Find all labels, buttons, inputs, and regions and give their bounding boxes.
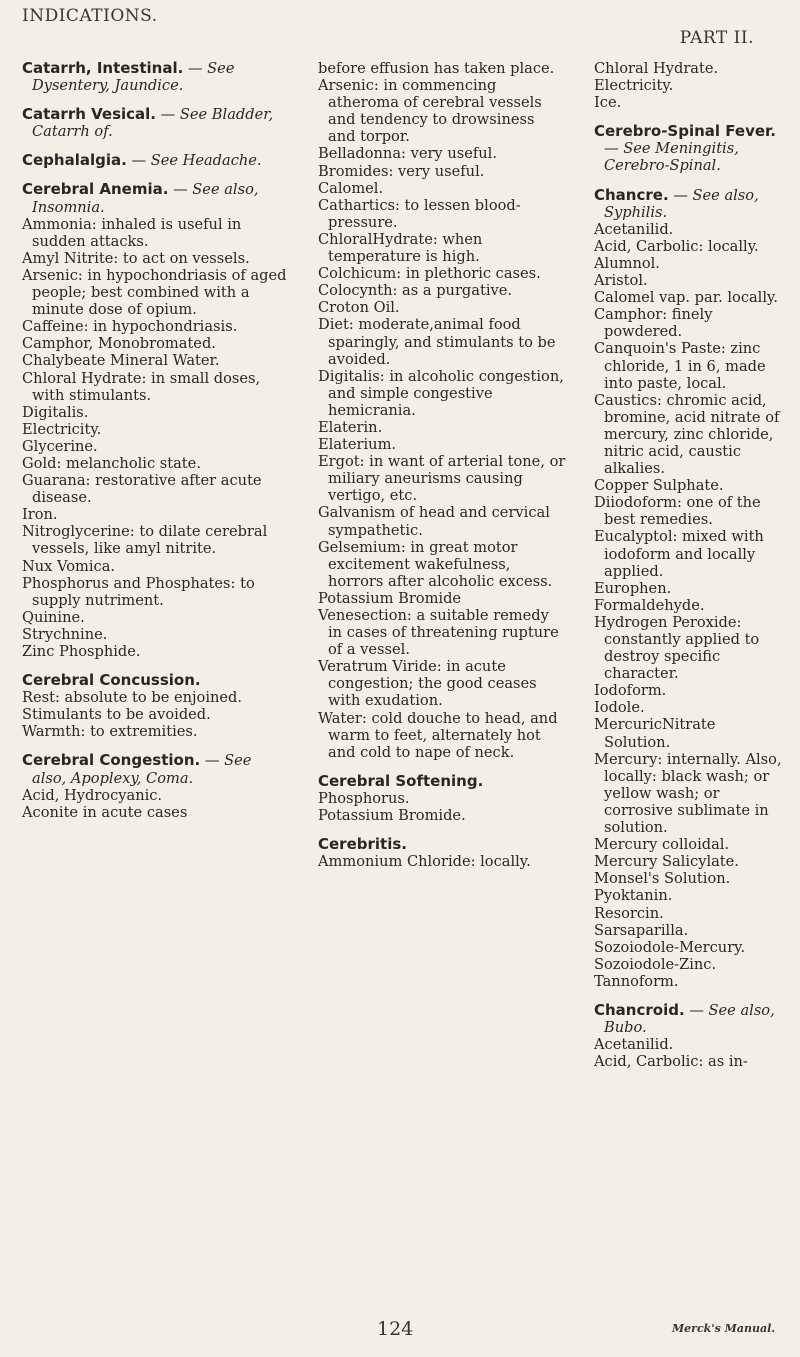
remedy-item: Rest: absolute to be enjoined. (22, 689, 242, 707)
entry-title: Cerebral Anemia. (22, 180, 169, 199)
remedy-item: MercuricNitrate Solution. (594, 716, 716, 751)
remedy-item: Gelsemium: in great motor excitement wakefulness, horrors after alcoholic excess. (318, 538, 553, 590)
remedy-item: Nitroglycerine: to dilate cerebral vessels, like amyl nitrite. (22, 523, 268, 558)
remedy-item: Caffeine: in hypochondriasis. (22, 318, 238, 336)
remedy-item: Iodole. (594, 699, 645, 717)
entry-title: Cerebral Congestion. (22, 751, 201, 770)
remedy-item: before effusion has taken place. (318, 60, 555, 77)
index-entry (22, 106, 290, 140)
remedy-item: Potassium Bromide (318, 589, 462, 607)
remedy-item: Phosphorus and Phosphates: to supply nutriment. (22, 574, 255, 609)
entry-title: Cerebral Softening. (318, 771, 484, 790)
remedy-item: Ammonium Chloride: locally. (318, 853, 531, 871)
remedy-item: Aconite in acute cases (22, 803, 188, 821)
remedy-item: Diet: moderate,animal food sparingly, and stimulants to be avoided. (318, 316, 556, 368)
entry-title: Catarrh, Intestinal. (22, 59, 184, 77)
remedy-item: Chalybeate Mineral Water. (22, 352, 220, 370)
remedy-item: Formaldehyde. (594, 596, 705, 614)
remedy-item: Copper Sulphate. (594, 477, 724, 495)
remedy-item: Belladonna: very useful. (318, 145, 497, 163)
remedy-item: Bromides: very useful. (318, 162, 485, 180)
cross-reference: — See Meningitis, Cerebro-Spinal. (604, 140, 739, 175)
cross-reference: — See Bladder, Catarrh of. (32, 106, 274, 141)
remedy-item: Quinine. (22, 608, 85, 626)
remedy-item: Ammonia: inhaled is useful in sudden attacks. (22, 215, 242, 250)
remedy-item: Cathartics: to lessen blood-pressure. (318, 196, 521, 231)
remedy-item: Monsel's Solution. (594, 870, 731, 888)
remedy-item: Venesection: a suitable remedy in cases of threatening rupture of a vessel. (318, 607, 559, 659)
remedy-item: Ice. (594, 94, 622, 112)
remedy-item: Nux Vomica. (22, 557, 116, 575)
remedy-item: Camphor: finely powdered. (594, 306, 713, 341)
entry-heading (318, 773, 566, 790)
remedy-item: Canquoin's Paste: zinc chloride, 1 in 6, made into paste, local. (594, 340, 766, 392)
remedy-item: Camphor, Monobromated. (22, 335, 216, 353)
index-entry (594, 187, 784, 990)
remedy-item: Mercury: internally. Also, locally: black wash; or yellow wash; or corrosive sublimate in solution. (594, 750, 782, 837)
remedy-item: Iodoform. (594, 682, 667, 700)
index-entry (318, 773, 566, 824)
remedy-item: Tannoform. (594, 972, 679, 990)
column-3 (594, 60, 784, 1082)
remedy-item: Resorcin. (594, 904, 664, 922)
remedy-item: Acid, Hydrocyanic. (22, 786, 163, 804)
remedy-item: Aristol. (594, 272, 648, 290)
page-number: 124 (377, 1318, 414, 1340)
index-entry (594, 60, 784, 111)
remedy-item: Europhen. (594, 579, 672, 597)
entry-heading (22, 181, 290, 215)
remedy-item: Iron. (22, 506, 58, 524)
remedy-item: Chloral Hydrate: in small doses, with stimulants. (22, 369, 261, 404)
remedy-item: Croton Oil. (318, 299, 400, 317)
remedy-item: Arsenic: in hypochondriasis of aged people; best combined with a minute dose of opium. (22, 266, 287, 319)
remedy-item: Acetanilid. (594, 1036, 674, 1054)
index-entry (22, 181, 290, 660)
cross-reference: — See Headache. (131, 152, 262, 170)
index-entry (594, 123, 784, 174)
remedy-item: Acetanilid. (594, 220, 674, 238)
entry-title: Catarrh Vesical. (22, 105, 157, 124)
entry-heading (594, 187, 784, 221)
remedy-item: Amyl Nitrite: to act on vessels. (22, 249, 250, 267)
remedy-item: Eucalyptol: mixed with iodoform and locally applied. (594, 528, 764, 580)
footer-imprint: Merck's Manual. (672, 1322, 776, 1335)
entry-title: Cerebral Concussion. (22, 671, 201, 690)
remedy-item: Guarana: restorative after acute disease. (22, 472, 262, 507)
index-entry (22, 152, 290, 169)
remedy-item: Mercury colloidal. (594, 836, 730, 854)
remedy-item: Elaterin. (318, 418, 383, 436)
cross-reference: — See also, Bubo. (604, 1001, 775, 1037)
remedy-item: Veratrum Viride: in acute congestion; the good ceases with exudation. (318, 658, 537, 710)
remedy-item: Ergot: in want of arterial tone, or miliary aneurisms causing vertigo, etc. (318, 453, 566, 505)
remedy-item: Electricity. (22, 420, 102, 438)
remedy-item: Caustics: chromic acid, bromine, acid nitrate of mercury, zinc chloride, nitric acid, caustic alkalies. (594, 391, 780, 478)
remedy-item: Colchicum: in plethoric cases. (318, 265, 541, 283)
entry-heading (594, 1002, 784, 1036)
cross-reference: — See also, Apoplexy, Coma. (32, 752, 252, 787)
remedy-item: Stimulants to be avoided. (22, 706, 211, 724)
remedy-item: Zinc Phosphide. (22, 643, 141, 660)
entry-heading (22, 672, 290, 689)
remedy-item: Potassium Bromide. (318, 807, 466, 825)
remedy-item: Chloral Hydrate. (594, 60, 719, 77)
remedy-item: Arsenic: in commencing atheroma of cerebral vessels and tendency to drowsiness and torpor. (318, 77, 542, 146)
remedy-item: Phosphorus. (318, 789, 410, 807)
index-entry (22, 672, 290, 740)
remedy-item: Water: cold douche to head, and warm to feet, alternately hot and cold to nape of neck. (318, 709, 558, 761)
column-2 (318, 60, 566, 882)
remedy-item: Sarsaparilla. (594, 921, 689, 939)
remedy-item: Warmth: to extremities. (22, 723, 198, 741)
index-entry (594, 1002, 784, 1070)
entry-title: Chancre. (594, 185, 669, 204)
entry-heading (22, 152, 290, 169)
entry-heading (594, 123, 784, 174)
remedy-item: Elaterium. (318, 436, 397, 454)
index-entry (318, 60, 566, 761)
remedy-item: Mercury Salicylate. (594, 853, 739, 871)
index-entry (22, 60, 290, 94)
remedy-item: Diiodoform: one of the best remedies. (594, 494, 761, 529)
remedy-item: Electricity. (594, 77, 674, 95)
entry-title: Cephalalgia. (22, 151, 127, 170)
entry-title: Cerebro-Spinal Fever. (594, 122, 776, 141)
remedy-item: ChloralHydrate: when temperature is high. (318, 230, 483, 266)
entry-heading (22, 752, 290, 786)
remedy-item: Gold: melancholic state. (22, 454, 201, 472)
remedy-item: Strychnine. (22, 625, 108, 643)
cross-reference: — See also, Insomnia. (32, 181, 259, 216)
index-entry (22, 752, 290, 820)
remedy-item: Calomel. (318, 179, 384, 197)
remedy-item: Acid, Carbolic: locally. (594, 237, 759, 255)
remedy-item: Sozoiodole-Mercury. (594, 938, 746, 956)
entry-title: Chancroid. (594, 1000, 685, 1019)
remedy-item: Calomel vap. par. locally. (594, 289, 778, 307)
running-head-right: PART II. (679, 28, 754, 48)
cross-reference: — See also, Syphilis. (604, 186, 759, 221)
entry-heading (318, 836, 566, 853)
index-entry (318, 836, 566, 870)
remedy-item: Glycerine. (22, 437, 98, 455)
remedy-item: Pyoktanin. (594, 887, 673, 905)
entry-heading (22, 60, 290, 94)
cross-reference: — See Dysentery, Jaundice. (32, 60, 235, 95)
remedy-item: Acid, Carbolic: as in- (594, 1053, 748, 1071)
entry-title: Cerebritis. (318, 835, 407, 854)
remedy-item: Sozoiodole-Zinc. (594, 955, 717, 973)
running-head-left: INDICATIONS. (22, 6, 158, 26)
remedy-item: Colocynth: as a purgative. (318, 282, 513, 300)
remedy-item: Digitalis: in alcoholic congestion, and simple congestive hemicrania. (318, 367, 564, 419)
column-1 (22, 60, 290, 833)
remedy-item: Hydrogen Peroxide: constantly applied to destroy specific character. (594, 613, 760, 683)
remedy-item: Alumnol. (594, 254, 660, 272)
entry-heading (22, 106, 290, 140)
remedy-item: Digitalis. (22, 403, 89, 421)
remedy-item: Galvanism of head and cervical sympathetic. (318, 504, 550, 539)
